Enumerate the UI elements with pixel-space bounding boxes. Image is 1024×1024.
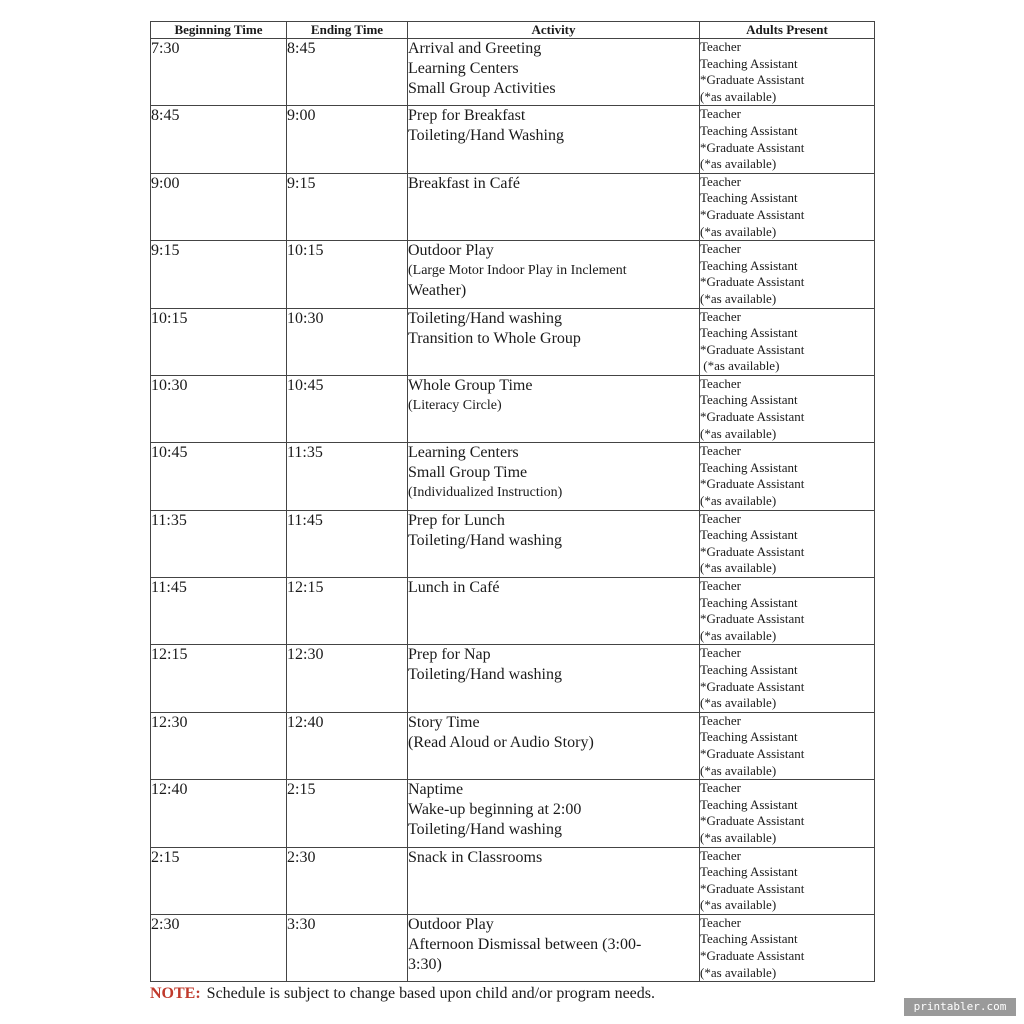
adults-present-cell <box>700 375 875 442</box>
adults-present-cell <box>700 510 875 577</box>
adult-line: (*as available) <box>700 762 777 778</box>
table-row <box>151 39 875 106</box>
activity-cell <box>408 645 700 712</box>
activity-line: Naptime <box>408 781 464 799</box>
header-ending-time: Ending Time <box>287 22 408 39</box>
beginning-time-cell: 9:00 <box>151 173 287 240</box>
activity-line: Small Group Activities <box>408 80 556 97</box>
activity-cell <box>408 510 700 577</box>
ending-time-cell: 11:35 <box>287 443 408 510</box>
adult-line: (*as available) <box>700 156 777 172</box>
ending-time-cell: 2:15 <box>287 780 408 847</box>
activity-line: Arrival and Greeting <box>408 40 542 57</box>
adult-line: Teacher <box>700 375 741 391</box>
beginning-time-cell: 2:15 <box>151 847 287 914</box>
ending-time-cell: 11:45 <box>287 510 408 577</box>
activity-line: Prep for Nap <box>408 646 491 664</box>
adult-line: *Graduate Assistant <box>700 206 805 222</box>
activity-line: Toileting/Hand Washing <box>408 127 564 145</box>
activity-cell <box>408 712 700 779</box>
adult-line: Teaching Assistant <box>700 729 798 745</box>
ending-time-cell: 12:40 <box>287 712 408 779</box>
adult-line: Teacher <box>700 847 741 863</box>
ending-time-cell: 10:15 <box>287 241 408 308</box>
adult-line: Teacher <box>700 173 741 189</box>
ending-time-cell: 12:15 <box>287 578 408 645</box>
activity-line: 3:30) <box>408 955 442 973</box>
adult-line: Teacher <box>700 712 741 728</box>
ending-time-cell: 10:30 <box>287 308 408 375</box>
table-row <box>151 106 875 173</box>
adult-line: Teacher <box>700 241 741 257</box>
beginning-time-cell: 9:15 <box>151 241 287 308</box>
adults-present-cell <box>700 645 875 712</box>
adult-line: Teacher <box>700 645 741 661</box>
activity-line: Outdoor Play <box>408 242 494 260</box>
activity-cell <box>408 443 700 510</box>
note-label: NOTE: <box>150 985 201 1002</box>
activity-cell <box>408 375 700 442</box>
activity-line: Breakfast in Café <box>408 174 520 192</box>
activity-cell <box>408 39 700 106</box>
adult-line: *Graduate Assistant <box>700 611 805 627</box>
adult-line: *Graduate Assistant <box>700 543 805 559</box>
adult-line: (*as available) <box>700 223 777 239</box>
table-row <box>151 375 875 442</box>
adult-line: (*as available) <box>700 493 777 509</box>
ending-time-cell: 9:15 <box>287 173 408 240</box>
activity-line: Toileting/Hand washing <box>408 309 562 327</box>
header-beginning-time: Beginning Time <box>151 22 287 39</box>
adult-line: Teacher <box>700 443 741 459</box>
activity-cell <box>408 847 700 914</box>
adult-line: (*as available) <box>700 964 777 980</box>
adults-present-cell <box>700 847 875 914</box>
beginning-time-cell: 10:45 <box>151 443 287 510</box>
adult-line: (*as available) <box>700 425 777 441</box>
activity-line: (Individualized Instruction) <box>408 485 563 501</box>
adult-line: Teaching Assistant <box>700 392 798 408</box>
adult-line: (*as available) <box>700 627 777 643</box>
adults-present-cell <box>700 308 875 375</box>
table-row <box>151 578 875 645</box>
adult-line: Teaching Assistant <box>700 931 798 947</box>
adult-line: Teaching Assistant <box>700 55 798 71</box>
beginning-time-cell: 11:35 <box>151 510 287 577</box>
adults-present-cell <box>700 780 875 847</box>
activity-cell <box>408 106 700 173</box>
activity-line: Prep for Breakfast <box>408 107 526 125</box>
activity-cell <box>408 578 700 645</box>
adult-line: Teaching Assistant <box>700 459 798 475</box>
activity-line: Afternoon Dismissal between (3:00- <box>408 935 642 953</box>
adults-present-cell <box>700 241 875 308</box>
adults-present-cell <box>700 106 875 173</box>
activity-line: (Large Motor Indoor Play in Inclement <box>408 263 627 279</box>
adult-line: Teacher <box>700 39 741 54</box>
adult-line: *Graduate Assistant <box>700 745 805 761</box>
adults-present-cell <box>700 914 875 981</box>
activity-line: Prep for Lunch <box>408 511 505 529</box>
beginning-time-cell: 10:15 <box>151 308 287 375</box>
adult-line: (*as available) <box>700 695 777 711</box>
adult-line: Teaching Assistant <box>700 527 798 543</box>
beginning-time-cell: 8:45 <box>151 106 287 173</box>
activity-line: (Literacy Circle) <box>408 397 502 413</box>
beginning-time-cell: 10:30 <box>151 375 287 442</box>
adult-line: *Graduate Assistant <box>700 274 805 290</box>
adult-line: Teacher <box>700 106 741 122</box>
adult-line: *Graduate Assistant <box>700 341 805 357</box>
activity-line: Weather) <box>408 282 467 300</box>
adult-line: Teaching Assistant <box>700 661 798 677</box>
table-row <box>151 308 875 375</box>
adult-line: Teaching Assistant <box>700 594 798 610</box>
header-adults-present: Adults Present <box>700 22 875 39</box>
adult-line: Teaching Assistant <box>700 796 798 812</box>
adults-present-cell <box>700 712 875 779</box>
adult-line: Teaching Assistant <box>700 190 798 206</box>
activity-cell <box>408 780 700 847</box>
ending-time-cell: 8:45 <box>287 39 408 106</box>
activity-line: Story Time <box>408 713 480 731</box>
watermark: printabler.com <box>904 998 1016 1016</box>
adult-line: (*as available) <box>700 88 777 104</box>
table-row <box>151 780 875 847</box>
activity-line: Outdoor Play <box>408 915 494 933</box>
adults-present-cell <box>700 443 875 510</box>
adult-line: *Graduate Assistant <box>700 813 805 829</box>
adult-line: *Graduate Assistant <box>700 678 805 694</box>
adult-line: *Graduate Assistant <box>700 476 805 492</box>
header-activity: Activity <box>408 22 700 39</box>
adult-line: *Graduate Assistant <box>700 948 805 964</box>
table-row <box>151 847 875 914</box>
beginning-time-cell: 2:30 <box>151 914 287 981</box>
adult-line: *Graduate Assistant <box>700 72 805 88</box>
activity-line: Toileting/Hand washing <box>408 531 562 549</box>
header-row <box>151 22 875 39</box>
adult-line: Teaching Assistant <box>700 325 798 341</box>
table-row <box>151 241 875 308</box>
activity-cell <box>408 308 700 375</box>
ending-time-cell: 9:00 <box>287 106 408 173</box>
adult-line: (*as available) <box>700 290 777 306</box>
activity-line: Snack in Classrooms <box>408 848 543 866</box>
activity-line: (Read Aloud or Audio Story) <box>408 733 594 751</box>
adult-line: *Graduate Assistant <box>700 880 805 896</box>
adult-line: (*as available) <box>700 897 777 913</box>
activity-line: Wake-up beginning at 2:00 <box>408 801 582 819</box>
table-row <box>151 173 875 240</box>
table-row <box>151 914 875 981</box>
ending-time-cell: 10:45 <box>287 375 408 442</box>
activity-line: Learning Centers <box>408 444 519 462</box>
beginning-time-cell: 12:40 <box>151 780 287 847</box>
adults-present-cell <box>700 578 875 645</box>
adult-line: (*as available) <box>700 829 777 845</box>
beginning-time-cell: 12:15 <box>151 645 287 712</box>
activity-line: Toileting/Hand washing <box>408 666 562 684</box>
adult-line: Teaching Assistant <box>700 257 798 273</box>
adult-line: Teacher <box>700 578 741 593</box>
activity-cell <box>408 914 700 981</box>
beginning-time-cell: 11:45 <box>151 578 287 645</box>
adults-present-cell <box>700 39 875 106</box>
activity-line: Transition to Whole Group <box>408 329 581 347</box>
schedule-table <box>150 21 875 982</box>
note-text: Schedule is subject to change based upon child and/or program needs. <box>206 985 655 1002</box>
adult-line: (*as available) <box>700 358 780 374</box>
adult-line: Teacher <box>700 510 741 526</box>
adults-present-cell <box>700 173 875 240</box>
table-row <box>151 645 875 712</box>
beginning-time-cell: 7:30 <box>151 39 287 106</box>
beginning-time-cell: 12:30 <box>151 712 287 779</box>
adult-line: Teaching Assistant <box>700 122 798 138</box>
activity-line: Toileting/Hand washing <box>408 821 562 839</box>
table-row <box>151 510 875 577</box>
ending-time-cell: 12:30 <box>287 645 408 712</box>
ending-time-cell: 2:30 <box>287 847 408 914</box>
adult-line: *Graduate Assistant <box>700 139 805 155</box>
adult-line: Teaching Assistant <box>700 864 798 880</box>
adult-line: Teacher <box>700 308 741 324</box>
ending-time-cell: 3:30 <box>287 914 408 981</box>
activity-line: Learning Centers <box>408 60 519 77</box>
adult-line: (*as available) <box>700 560 777 576</box>
table-row <box>151 712 875 779</box>
adult-line: Teacher <box>700 914 741 930</box>
activity-line: Lunch in Café <box>408 579 500 596</box>
table-row <box>151 443 875 510</box>
adult-line: Teacher <box>700 780 741 796</box>
activity-cell <box>408 241 700 308</box>
schedule-note <box>150 985 655 1003</box>
activity-line: Small Group Time <box>408 464 528 482</box>
adult-line: *Graduate Assistant <box>700 409 805 425</box>
activity-cell <box>408 173 700 240</box>
activity-line: Whole Group Time <box>408 376 533 394</box>
